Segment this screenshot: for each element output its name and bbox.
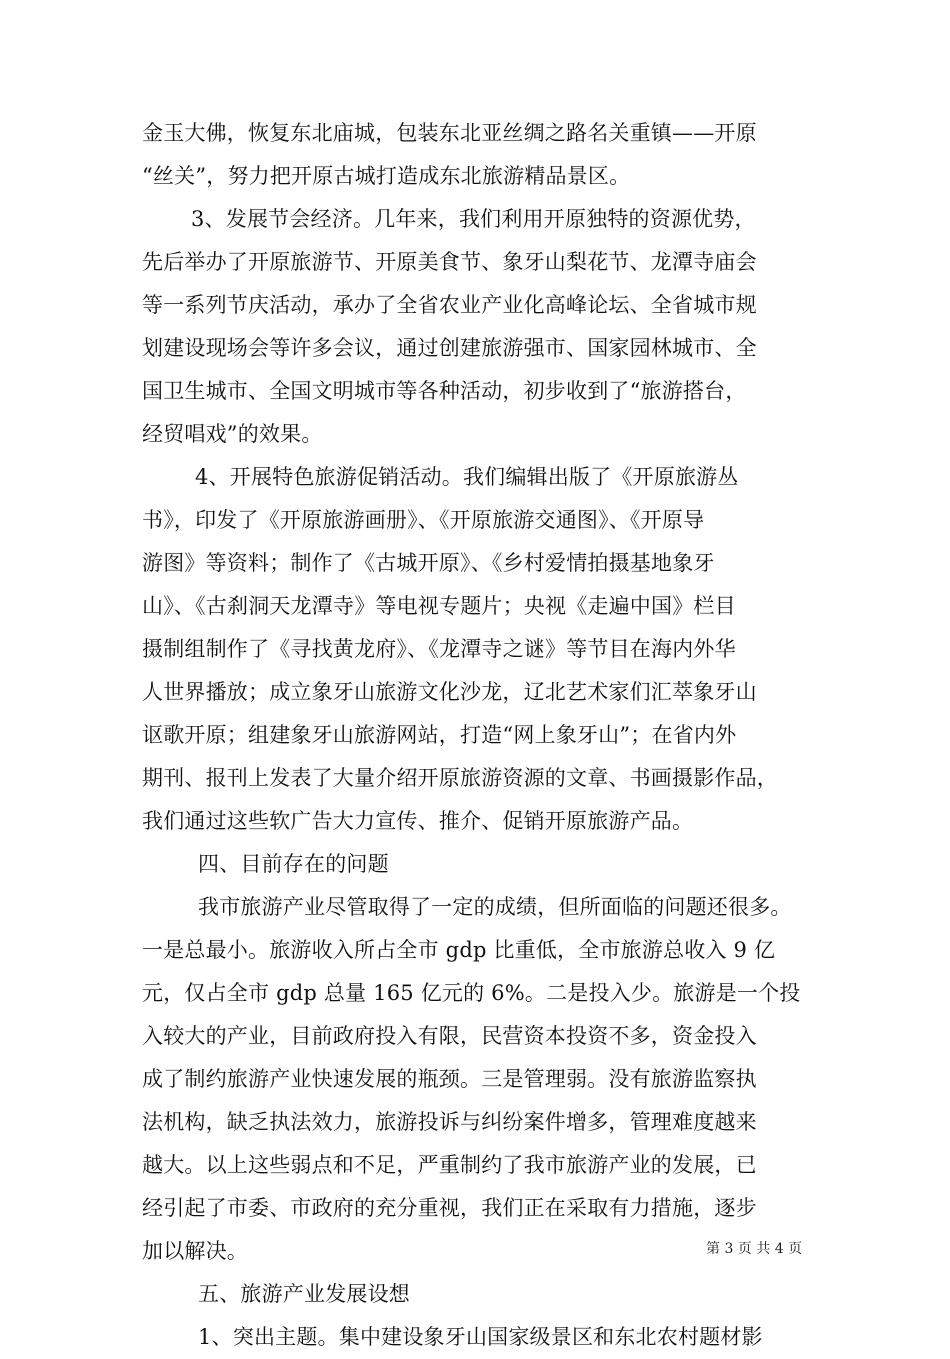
text-line: 游图》等资料；制作了《古城开原》、《乡村爱情拍摄基地象牙 bbox=[142, 551, 715, 575]
text-line: 划建设现场会等许多会议，通过创建旅游强市、国家园林城市、全 bbox=[142, 336, 757, 360]
paragraph-start: 我市旅游产业尽管取得了一定的成绩，但所面临的问题还很多。 bbox=[198, 895, 792, 919]
section-heading: 四、目前存在的问题 bbox=[198, 852, 389, 876]
document-body bbox=[142, 112, 810, 1359]
text-line: 加以解决。 bbox=[142, 1239, 248, 1263]
text-line: 经引起了市委、市政府的充分重视，我们正在采取有力措施，逐步 bbox=[142, 1196, 757, 1220]
text-line: 成了制约旅游产业快速发展的瓶颈。三是管理弱。没有旅游监察执 bbox=[142, 1067, 757, 1091]
text-line: 经贸唱戏”的效果。 bbox=[142, 422, 323, 446]
text-line: 摄制组制作了《寻找黄龙府》、《龙潭寺之谜》等节目在海内外华 bbox=[142, 637, 736, 661]
text-line: 书》，印发了《开原旅游画册》、《开原旅游交通图》、《开原导 bbox=[142, 508, 705, 532]
text-line: 金玉大佛，恢复东北庙城，包装东北亚丝绸之路名关重镇——开原 bbox=[142, 121, 757, 145]
paragraph-start: 3、发展节会经济。几年来，我们利用开原独特的资源优势， bbox=[191, 207, 756, 231]
paragraph-start: 4、开展特色旅游促销活动。我们编辑出版了《开原旅游丛 bbox=[195, 465, 739, 489]
text-line: 一是总最小。旅游收入所占全市 gdp 比重低，全市旅游总收入 9 亿 bbox=[142, 938, 776, 962]
text-line: 越大。以上这些弱点和不足，严重制约了我市旅游产业的发展，已 bbox=[142, 1153, 757, 1177]
text-line: 法机构，缺乏执法效力，旅游投诉与纠纷案件增多，管理难度越来 bbox=[142, 1110, 757, 1134]
page-number: 第 3 页 共 4 页 bbox=[706, 1241, 803, 1257]
text-line: 等一系列节庆活动，承办了全省农业产业化高峰论坛、全省城市规 bbox=[142, 293, 757, 317]
text-line: 元，仅占全市 gdp 总量 165 亿元的 6%。二是投入少。旅游是一个投 bbox=[142, 981, 801, 1005]
paragraph-start: 1、突出主题。集中建设象牙山国家级景区和东北农村题材影 bbox=[198, 1325, 763, 1349]
text-line: “丝关”，努力把开原古城打造成东北旅游精品景区。 bbox=[142, 164, 631, 188]
text-line: 国卫生城市、全国文明城市等各种活动，初步收到了“旅游搭台， bbox=[142, 379, 747, 403]
text-line: 入较大的产业，目前政府投入有限，民营资本投资不多，资金投入 bbox=[142, 1024, 757, 1048]
text-line: 我们通过这些软广告大力宣传、推介、促销开原旅游产品。 bbox=[142, 809, 694, 833]
text-line: 先后举办了开原旅游节、开原美食节、象牙山梨花节、龙潭寺庙会 bbox=[142, 250, 757, 274]
text-line: 讴歌开原；组建象牙山旅游网站，打造“网上象牙山”；在省内外 bbox=[142, 723, 737, 747]
text-line: 期刊、报刊上发表了大量介绍开原旅游资源的文章、书画摄影作品， bbox=[142, 766, 778, 790]
section-heading: 五、旅游产业发展设想 bbox=[198, 1282, 410, 1306]
text-line: 人世界播放；成立象牙山旅游文化沙龙，辽北艺术家们汇萃象牙山 bbox=[142, 680, 757, 704]
text-line: 山》、《古刹洞天龙潭寺》等电视专题片；央视《走遍中国》栏目 bbox=[142, 594, 736, 618]
